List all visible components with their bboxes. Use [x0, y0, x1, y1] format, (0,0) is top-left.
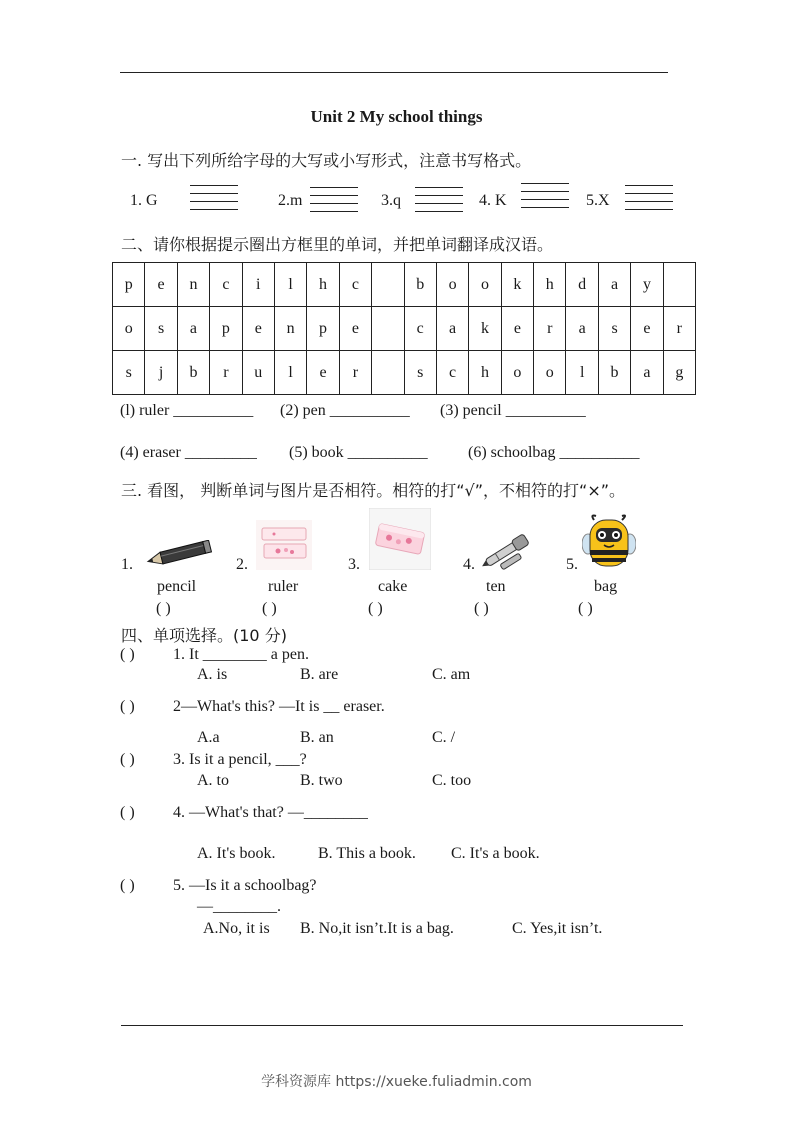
- picture-item-3-word: cake: [378, 578, 408, 595]
- question-5-option-a[interactable]: A.No, it is: [203, 920, 270, 937]
- question-2-option-c[interactable]: C. /: [432, 729, 456, 746]
- question-2-option-b[interactable]: B. an: [300, 729, 334, 746]
- pencil-icon: [143, 540, 213, 568]
- grid-cell: y: [631, 263, 663, 307]
- picture-item-2-word: ruler: [268, 578, 299, 595]
- grid-cell: n: [177, 263, 209, 307]
- grid-cell: e: [339, 307, 371, 351]
- question-2-option-a[interactable]: A.a: [197, 729, 220, 746]
- translate-item-5: (5) book __________: [289, 444, 428, 461]
- section3-heading: 三. 看图， 判断单词与图片是否相符。相符的打“√”，不相符的打“×”。: [121, 481, 626, 500]
- question-2-stem: 2—What's this? —It is __ eraser.: [173, 698, 385, 715]
- grid-cell: i: [242, 263, 274, 307]
- grid-cell: o: [113, 307, 145, 351]
- grid-cell: a: [177, 307, 209, 351]
- grid-cell: [663, 263, 695, 307]
- grid-cell: e: [631, 307, 663, 351]
- grid-cell: o: [534, 351, 566, 395]
- grid-cell: h: [469, 351, 501, 395]
- pencil-box-icon: [256, 520, 312, 570]
- grid-cell: r: [663, 307, 695, 351]
- question-5-stem: 5. —Is it a schoolbag?: [173, 877, 317, 894]
- translate-item-3: (3) pencil __________: [440, 402, 586, 419]
- grid-cell: a: [436, 307, 468, 351]
- grid-cell: [372, 351, 404, 395]
- picture-item-4-number: 4.: [463, 556, 475, 573]
- translate-item-6: (6) schoolbag __________: [468, 444, 640, 461]
- eraser-icon: [369, 508, 431, 570]
- grid-cell: c: [436, 351, 468, 395]
- question-4-bracket[interactable]: ( ): [120, 804, 135, 821]
- bee-backpack-icon: [582, 514, 636, 570]
- question-3-stem: 3. Is it a pencil, ___?: [173, 751, 307, 768]
- grid-cell: b: [177, 351, 209, 395]
- grid-row: [113, 307, 696, 351]
- word-search-grid: [112, 262, 696, 395]
- question-3-option-a[interactable]: A. to: [197, 772, 229, 789]
- picture-item-5-word: bag: [594, 578, 618, 595]
- picture-item-1-word: pencil: [157, 578, 197, 595]
- grid-row: [113, 263, 696, 307]
- grid-cell: h: [534, 263, 566, 307]
- writing-lines-2: [310, 187, 358, 219]
- letter-item-3: 3.q: [381, 192, 401, 209]
- question-3-bracket[interactable]: ( ): [120, 751, 135, 768]
- grid-cell: j: [145, 351, 177, 395]
- letter-item-5: 5.X: [586, 192, 610, 209]
- section4-heading: 四、单项选择。(10 分): [121, 626, 287, 645]
- grid-cell: r: [339, 351, 371, 395]
- grid-cell: s: [145, 307, 177, 351]
- question-1-option-a[interactable]: A. is: [197, 666, 228, 683]
- section1-heading: 一. 写出下列所给字母的大写或小写形式，注意书写格式。: [121, 151, 532, 170]
- letter-item-2: 2.m: [278, 192, 303, 209]
- question-2-bracket[interactable]: ( ): [120, 698, 135, 715]
- writing-lines-3: [415, 187, 463, 219]
- grid-cell: d: [566, 263, 598, 307]
- grid-cell: c: [404, 307, 436, 351]
- grid-cell: p: [307, 307, 339, 351]
- grid-cell: s: [598, 307, 630, 351]
- writing-lines-1: [190, 185, 238, 217]
- question-5-option-c[interactable]: C. Yes,it isn’t.: [512, 920, 603, 937]
- grid-cell: e: [307, 351, 339, 395]
- answer-bracket-5[interactable]: ( ): [578, 600, 593, 617]
- grid-cell: h: [307, 263, 339, 307]
- footer-source: 学科资源库 https://xueke.fuliadmin.com: [261, 1074, 532, 1090]
- picture-item-1-number: 1.: [121, 556, 133, 573]
- grid-cell: a: [566, 307, 598, 351]
- grid-cell: p: [210, 307, 242, 351]
- grid-cell: b: [404, 263, 436, 307]
- question-3-option-c[interactable]: C. too: [432, 772, 472, 789]
- grid-cell: r: [210, 351, 242, 395]
- picture-item-4-word: ten: [486, 578, 506, 595]
- question-4-option-c[interactable]: C. It's a book.: [451, 845, 540, 862]
- answer-bracket-3[interactable]: ( ): [368, 600, 383, 617]
- grid-cell: [372, 263, 404, 307]
- picture-item-3-number: 3.: [348, 556, 360, 573]
- letter-item-4: 4. K: [479, 192, 507, 209]
- grid-cell: b: [598, 351, 630, 395]
- letter-item-1: 1. G: [130, 192, 158, 209]
- grid-cell: e: [145, 263, 177, 307]
- grid-cell: u: [242, 351, 274, 395]
- grid-cell: k: [469, 307, 501, 351]
- grid-cell: n: [274, 307, 306, 351]
- grid-row: [113, 351, 696, 395]
- grid-cell: o: [469, 263, 501, 307]
- pen-icon: [476, 532, 534, 572]
- question-4-option-b[interactable]: B. This a book.: [318, 845, 416, 862]
- page-title: Unit 2 My school things: [310, 107, 483, 126]
- question-5-bracket[interactable]: ( ): [120, 877, 135, 894]
- grid-cell: e: [242, 307, 274, 351]
- question-4-stem: 4. —What's that? —________: [173, 804, 368, 821]
- translate-item-2: (2) pen __________: [280, 402, 410, 419]
- grid-cell: s: [404, 351, 436, 395]
- answer-bracket-2[interactable]: ( ): [262, 600, 277, 617]
- question-5-answer-blank: —________.: [197, 898, 281, 915]
- grid-cell: s: [113, 351, 145, 395]
- grid-cell: l: [274, 351, 306, 395]
- grid-cell: k: [501, 263, 533, 307]
- grid-cell: g: [663, 351, 695, 395]
- answer-bracket-1[interactable]: ( ): [156, 600, 171, 617]
- writing-lines-5: [625, 185, 673, 217]
- grid-cell: [372, 307, 404, 351]
- translate-item-4: (4) eraser _________: [120, 444, 257, 461]
- grid-cell: o: [436, 263, 468, 307]
- question-4-option-a[interactable]: A. It's book.: [197, 845, 276, 862]
- grid-cell: a: [598, 263, 630, 307]
- grid-cell: e: [501, 307, 533, 351]
- question-1-option-b[interactable]: B. are: [300, 666, 339, 683]
- question-1-option-c[interactable]: C. am: [432, 666, 471, 683]
- translate-item-1: (l) ruler __________: [120, 402, 254, 419]
- grid-cell: l: [274, 263, 306, 307]
- question-3-option-b[interactable]: B. two: [300, 772, 343, 789]
- answer-bracket-4[interactable]: ( ): [474, 600, 489, 617]
- grid-cell: c: [210, 263, 242, 307]
- grid-cell: r: [534, 307, 566, 351]
- grid-cell: a: [631, 351, 663, 395]
- bottom-divider: [121, 1025, 683, 1026]
- picture-item-2-number: 2.: [236, 556, 248, 573]
- top-divider: [120, 72, 668, 73]
- question-5-option-b[interactable]: B. No,it isn’t.It is a bag.: [300, 920, 454, 937]
- grid-cell: o: [501, 351, 533, 395]
- question-1-bracket[interactable]: ( ): [120, 646, 135, 663]
- grid-cell: c: [339, 263, 371, 307]
- section2-heading: 二、请你根据提示圈出方框里的单词，并把单词翻译成汉语。: [121, 235, 554, 254]
- grid-cell: l: [566, 351, 598, 395]
- grid-cell: p: [113, 263, 145, 307]
- writing-lines-4: [521, 183, 569, 215]
- question-1-stem: 1. It ________ a pen.: [173, 646, 309, 663]
- picture-item-5-number: 5.: [566, 556, 578, 573]
